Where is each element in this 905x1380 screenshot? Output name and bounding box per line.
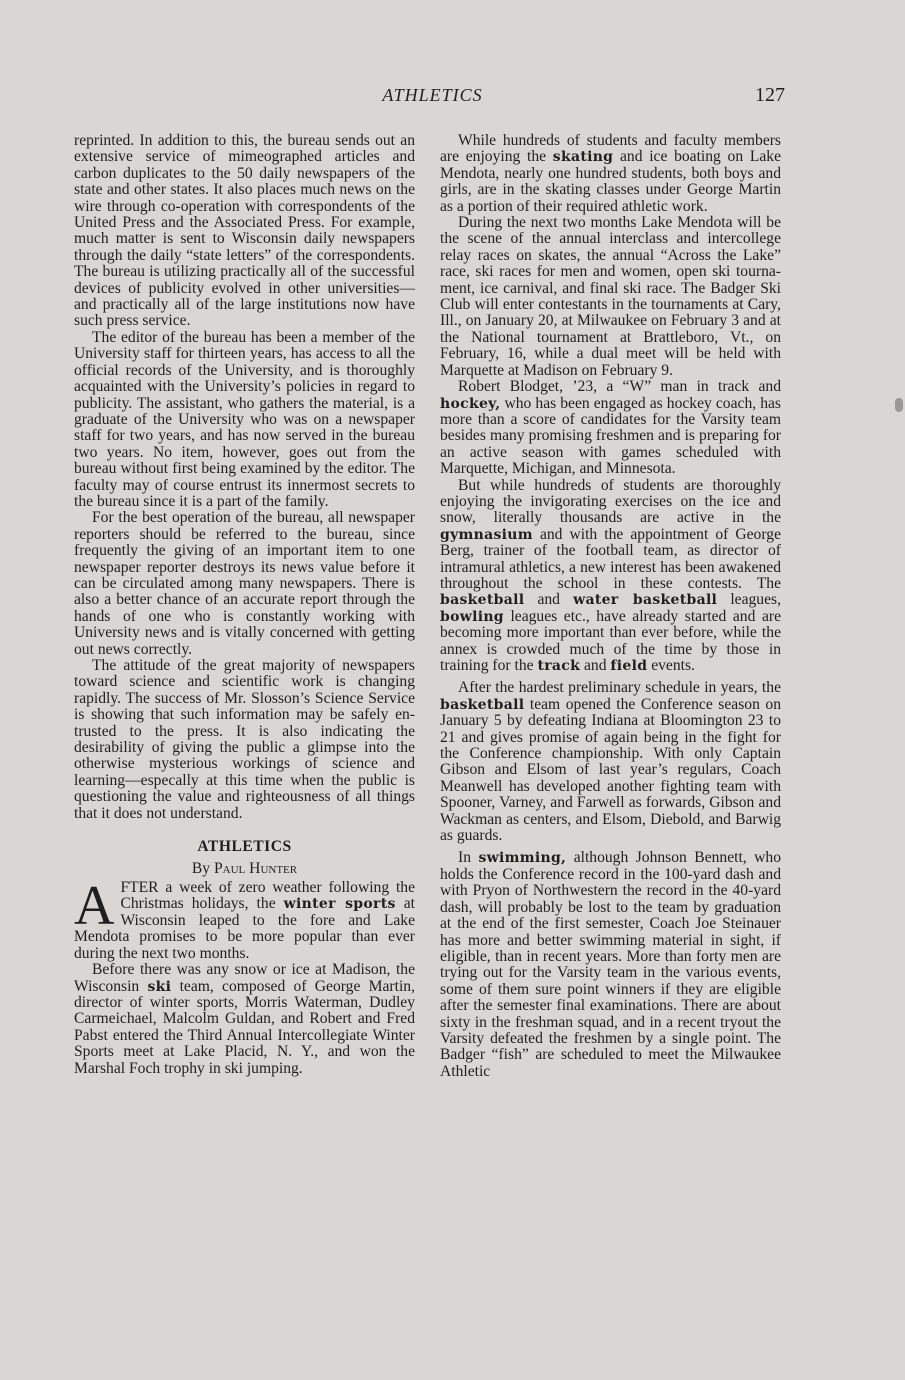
text-run: although Johnson Bennett, who holds the Conference record in the 100-yard dash and with Pryon of Northwestern the record in the 40-yard dash, will probably be lost to the team by graduation at the end of the first semester, Coach Joe Steinauer has more and better swimming material in sight, if eligible, than in recent years. More than forty men are trying out for the Varsity team in the various events, some of them sure point winners if they are eligible after the semester final examinations. There are about sixty in the freshman squad, and in a recent tryout the Varsity defeated the freshmen by a single point. The Badger “fish” are scheduled to meet the Milwaukee Athletic xyxy=(440,849,781,1080)
paragraph xyxy=(440,133,781,215)
keyword: swimming, xyxy=(478,850,567,867)
text-run: After the hardest preliminary schedule in years, the xyxy=(458,679,781,697)
text-run: leagues etc., have already started and are becoming more important than ever before, while the annex is crowded much of the time by those in training for the xyxy=(440,607,781,674)
keyword: bowling xyxy=(440,608,504,625)
text-run: events. xyxy=(651,657,695,674)
keyword: field xyxy=(610,658,648,674)
keyword: hockey, xyxy=(440,395,501,412)
paragraph: The attitude of the great majority of newspapers toward science and scientific work is changing rapidly. The success of Mr. Slosson’s Science Service is showing that such information may be safely entrusted to the press. It is also indicating the desirability of giving the public a glimpse into the otherwise mysterious workings of science and learning—especally at this time when the public is questioning the value and righteousness of all things that it does not understand. xyxy=(74,657,415,822)
paragraph xyxy=(440,680,781,844)
drop-cap: A xyxy=(74,875,115,938)
paragraph: For the best operation of the bureau, all newspaper reporters should be referred to the bureau, since frequently the giving of an important item to one newspaper reporter destroys its news value before it can be circulated among many newspapers. There is also a better chance of an accurate report through the hands of one who is constantly working with University news and is vitally concerned with getting out news correctly. xyxy=(74,509,415,658)
keyword: gymnasium xyxy=(440,526,533,543)
byline-prefix: By xyxy=(191,860,211,878)
keyword: winter sports xyxy=(283,896,396,913)
text-run: team, composed of George Martin, director of winter sports, Morris Waterman, Dudley Carmeichael, Malcolm Guldan, and Robert and Fred Pabst entered the Third Annual Intercollegiate Winter Sports meet at Lake Placid, N. Y., and won the Marshal Foch trophy in ski jumping. xyxy=(74,977,415,1077)
keyword: ski xyxy=(147,978,172,995)
text-run: In xyxy=(458,849,471,867)
text-run: who has been engaged as hockey coach, has more than a score of candidates for the Varsity team besides many promising freshmen and is preparing for an active season with games scheduled with Marquette, Michigan, and Minnesota. xyxy=(440,394,781,478)
page-number: 127 xyxy=(755,84,785,106)
keyword: water basketball xyxy=(573,592,718,609)
keyword: basketball xyxy=(440,696,525,713)
text-run: and xyxy=(584,657,607,674)
author-name: Paul Hunter xyxy=(214,860,298,878)
text-run: and ice boating on Lake Mendota, nearly one hundred students, both boys and girls, are in the skating classes under George Martin as a portion of their required athletic work. xyxy=(440,148,781,215)
text-run: Before there was any snow or ice at Madison, the Wisconsin xyxy=(74,961,415,995)
text-run: While hundreds of students and faculty members are enjoying the xyxy=(440,132,781,166)
byline xyxy=(74,860,415,878)
text-run: team opened the Conference season on January 5 by defeating Indiana at Bloomington 23 to 21 and gives promise of again being in the fight for the Conference championship. With only Captain Gibson and Elsom of last year’s regulars, Coach Meanwell has developed another fighting team with Spooner, Varney, and Farwell as forwards, Gibson and Wackman as centers, and Elsom, Diebold, and Barwig as guards. xyxy=(440,695,781,845)
keyword: basketball xyxy=(440,592,525,609)
text-run: FTER a week of zero weather following the Christmas holidays, the xyxy=(120,879,415,913)
paragraph: During the next two months Lake Mendota will be the scene of the annual interclass and intercollege relay races on skates, the annual “Across the Lake” race, ski races for men and women, open ski tournament, ice carnival, and final ski race. The Badger Ski Club will enter contestants in the tournaments at Cary, Ill., on January 20, at Milwaukee on February 3 and at the National tournament at Brattleboro, Vt., on February, 16, while a dual meet will be held with Marquette at Madison on February 9. xyxy=(440,214,781,379)
paragraph xyxy=(74,962,415,1077)
section-heading: ATHLETICS xyxy=(197,838,292,856)
text-run: But while hundreds of students are thoroughly enjoying the invigorating exercises on the ice and snow, literally thousands are active in the xyxy=(440,476,781,527)
right-column xyxy=(440,133,781,1080)
paragraph xyxy=(440,379,781,477)
text-run: and with the appointment of George Berg, trainer of the football team, as director of intramural athletics, a new interest has been awakened throughout the school in these contests. The xyxy=(440,525,781,592)
keyword: skating xyxy=(552,149,614,166)
page-edge-mark xyxy=(895,398,903,412)
text-run: and xyxy=(537,591,560,609)
paragraph xyxy=(440,478,781,675)
running-header-title: ATHLETICS xyxy=(382,85,483,105)
paragraph xyxy=(440,850,781,1080)
text-run: at Wisconsin leaped to the fore and Lake Mendota promises to be more popular than ever during the next two months. xyxy=(74,895,415,962)
keyword: track xyxy=(537,658,581,674)
text-run: leagues, xyxy=(730,591,781,609)
text-run: Robert Blodget, ’23, a “W” man in track and xyxy=(458,378,781,396)
paragraph-lead xyxy=(74,875,415,962)
left-column xyxy=(74,133,415,1077)
paragraph: The editor of the bureau has been a member of the University staff for thirteen years, has access to all the official records of the University, and is thoroughly acquainted with the University’s policies in regard to publicity. The assistant, who gathers the material, is a graduate of the University who was on a newspaper staff for two years, and has now served in the bureau two years. No item, however, goes out from the bureau without first being examined by the editor. The faculty may of course entrust its innermost secrets to the bureau since it is a part of the family. xyxy=(74,328,415,510)
paragraph: reprinted. In addition to this, the bureau sends out an extensive service of mimeographed articles and carbon duplicates to the 50 daily newspapers of the state and other states. It also places much news on the wire through co-operation with correspondents of the United Press and the Associated Press. For example, much matter is sent to Wisconsin daily newspapers through the daily “state letters” of the correspondents. The bureau is utilizing practically all of the successful devices of publicity evolved in other universities—and practically all of the large institutions now have such press service. xyxy=(74,132,415,330)
